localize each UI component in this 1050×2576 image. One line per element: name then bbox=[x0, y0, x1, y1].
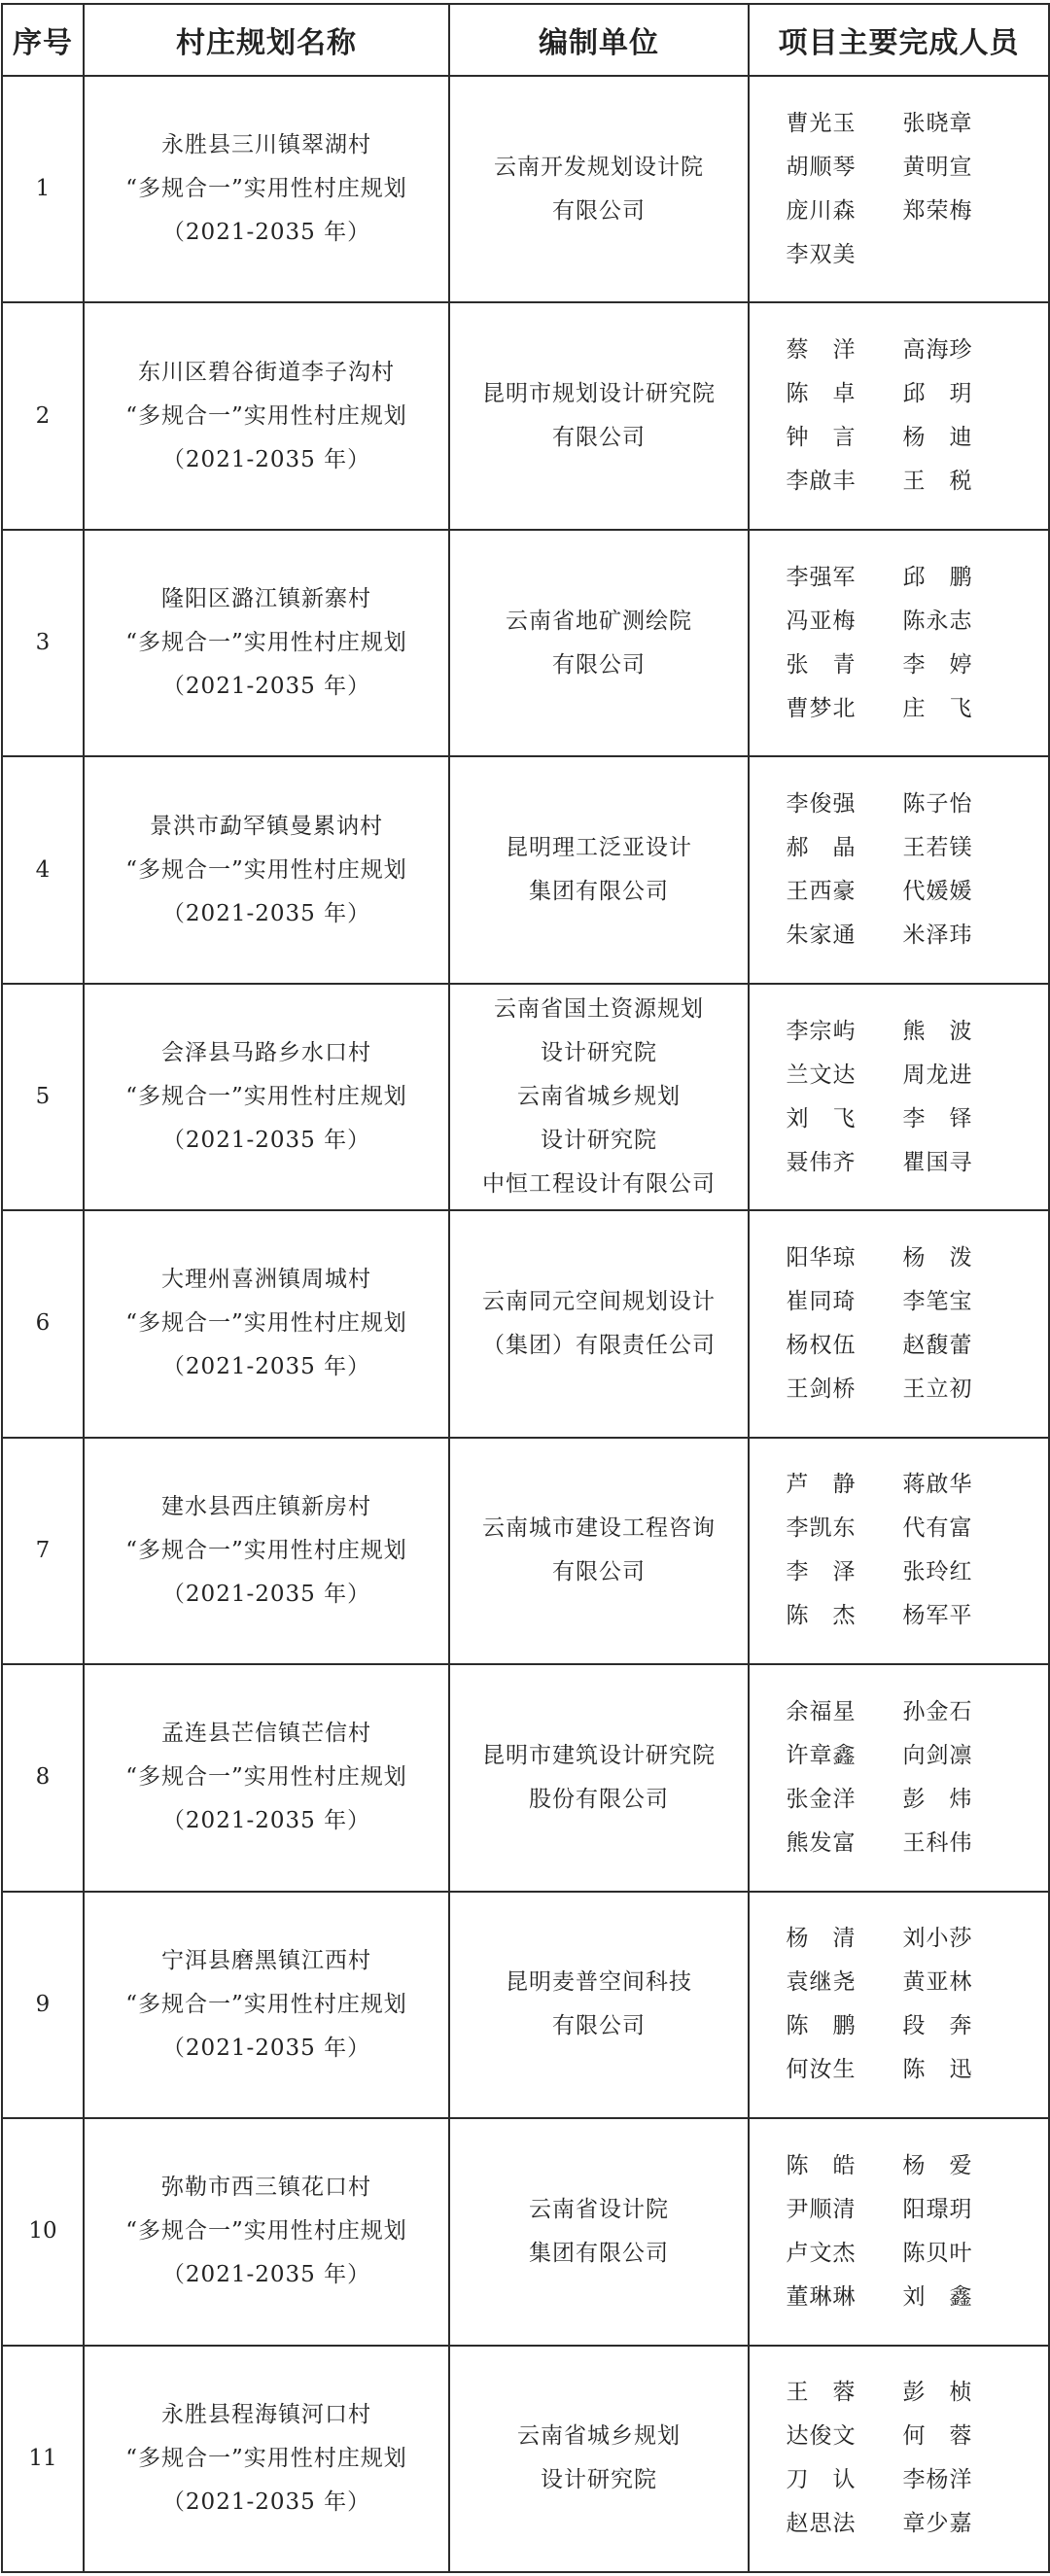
person-name: 王 税 bbox=[902, 469, 973, 495]
plan-name-cell bbox=[84, 76, 449, 302]
people-cell bbox=[749, 1664, 1049, 1891]
header-unit: 编制单位 bbox=[449, 4, 749, 76]
unit-line: 中恒工程设计有限公司 bbox=[482, 1171, 716, 1198]
person-name: 陈子怡 bbox=[902, 791, 973, 818]
plan-name-line: 弥勒市西三镇花口村 bbox=[161, 2175, 371, 2201]
person-name: 向剑凛 bbox=[902, 1742, 973, 1768]
plan-name-cell bbox=[84, 530, 449, 756]
person-name: 李凯东 bbox=[786, 1515, 857, 1542]
person-name: 陈 皓 bbox=[786, 2152, 857, 2178]
plan-name-line: （2021-2035 年） bbox=[161, 1128, 371, 1154]
table-row bbox=[2, 76, 1049, 302]
plan-name-line: “多规合一”实用性村庄规划 bbox=[125, 1310, 407, 1337]
plan-name-line: （2021-2035 年） bbox=[161, 1808, 371, 1834]
person-name: 庞川森 bbox=[786, 197, 857, 224]
plan-name-line: （2021-2035 年） bbox=[161, 900, 371, 926]
table-row bbox=[2, 2346, 1049, 2572]
people-cell bbox=[749, 2118, 1049, 2345]
plan-name-line: （2021-2035 年） bbox=[161, 446, 371, 472]
person-name: 王科伟 bbox=[902, 1829, 973, 1856]
plan-name-line: “多规合一”实用性村庄规划 bbox=[125, 1991, 407, 2017]
person-name: 朱家通 bbox=[786, 922, 857, 949]
person-name: 蒋啟华 bbox=[902, 1472, 973, 1498]
person-name: 杨权伍 bbox=[786, 1332, 857, 1358]
plan-name-line: 会泽县马路乡水口村 bbox=[161, 1040, 371, 1066]
person-name: 陈永志 bbox=[902, 608, 973, 634]
person-name: 刘小莎 bbox=[902, 1926, 973, 1952]
village-plan-table bbox=[1, 3, 1050, 2573]
person-name: 黄亚林 bbox=[902, 1969, 973, 1996]
unit-cell bbox=[449, 1664, 749, 1891]
person-name: 段 奔 bbox=[902, 2013, 973, 2039]
unit-line: 股份有限公司 bbox=[529, 1786, 669, 1812]
row-number: 2 bbox=[2, 302, 84, 529]
unit-cell bbox=[449, 756, 749, 983]
plan-name-line: （2021-2035 年） bbox=[161, 674, 371, 700]
person-name: 刀 认 bbox=[786, 2467, 857, 2493]
person-name: 黄明宣 bbox=[902, 154, 973, 180]
person-name: 瞿国寻 bbox=[902, 1149, 973, 1175]
person-name: 曹光玉 bbox=[786, 110, 857, 136]
unit-line: 云南同元空间规划设计 bbox=[482, 1288, 716, 1314]
person-name: 邱 玥 bbox=[902, 381, 973, 407]
unit-line: 云南省地矿测绘院 bbox=[506, 608, 692, 634]
unit-line: 昆明麦普空间科技 bbox=[506, 1969, 692, 1996]
plan-name-cell bbox=[84, 1210, 449, 1437]
unit-line: 昆明理工泛亚设计 bbox=[506, 835, 692, 861]
row-number: 6 bbox=[2, 1210, 84, 1437]
people-cell bbox=[749, 530, 1049, 756]
plan-name-line: “多规合一”实用性村庄规划 bbox=[125, 1084, 407, 1110]
person-name: 杨 清 bbox=[786, 1926, 857, 1952]
person-name: 郝 晶 bbox=[786, 835, 857, 861]
person-name: 李啟丰 bbox=[786, 469, 857, 495]
plan-name-line: 隆阳区潞江镇新寨村 bbox=[161, 586, 371, 612]
table-row bbox=[2, 756, 1049, 983]
person-name: 杨 爱 bbox=[902, 2152, 973, 2178]
people-list bbox=[787, 1917, 1012, 2092]
unit-line: 有限公司 bbox=[552, 1559, 646, 1585]
plan-name-cell bbox=[84, 984, 449, 1210]
table-row bbox=[2, 1438, 1049, 1664]
person-name: 陈 鹏 bbox=[786, 2013, 857, 2039]
unit-line: （集团）有限责任公司 bbox=[482, 1332, 716, 1358]
unit-line: 云南省设计院 bbox=[529, 2196, 669, 2222]
person-name: 邱 鹏 bbox=[902, 564, 973, 590]
plan-name-line: 永胜县程海镇河口村 bbox=[161, 2401, 371, 2427]
person-name: 张晓章 bbox=[902, 110, 973, 136]
person-name: 章少嘉 bbox=[902, 2511, 973, 2537]
plan-name-cell bbox=[84, 1892, 449, 2118]
person-name: 张玲红 bbox=[902, 1559, 973, 1585]
people-list bbox=[787, 1463, 1012, 1638]
person-name: 许章鑫 bbox=[786, 1742, 857, 1768]
person-name: 刘 鑫 bbox=[902, 2283, 973, 2310]
person-name: 米泽玮 bbox=[902, 922, 973, 949]
people-list bbox=[787, 1236, 1012, 1411]
unit-line: 集团有限公司 bbox=[529, 2240, 669, 2266]
person-name: 郑荣梅 bbox=[902, 197, 973, 224]
person-name: 代媛媛 bbox=[902, 879, 973, 905]
person-name: 钟 言 bbox=[786, 425, 857, 451]
person-name: 何汝生 bbox=[786, 2057, 857, 2083]
person-name: 庄 飞 bbox=[902, 695, 973, 721]
person-name: 熊 波 bbox=[902, 1018, 973, 1044]
plan-name-line: “多规合一”实用性村庄规划 bbox=[125, 856, 407, 883]
person-name: 董琳琳 bbox=[786, 2283, 857, 2310]
person-name: 王立初 bbox=[902, 1375, 973, 1402]
plan-name-line: “多规合一”实用性村庄规划 bbox=[125, 176, 407, 202]
person-name: 阳华琼 bbox=[786, 1244, 857, 1271]
plan-name-line: 建水县西庄镇新房村 bbox=[161, 1493, 371, 1519]
person-name: 余福星 bbox=[786, 1698, 857, 1724]
plan-name-line: 大理州喜洲镇周城村 bbox=[161, 1267, 371, 1293]
plan-name-line: 孟连县芒信镇芒信村 bbox=[161, 1721, 371, 1747]
person-name: 彭 炜 bbox=[902, 1786, 973, 1812]
person-name: 尹顺清 bbox=[786, 2196, 857, 2222]
person-name: 兰文达 bbox=[786, 1062, 857, 1088]
plan-name-line: “多规合一”实用性村庄规划 bbox=[125, 2218, 407, 2245]
row-number: 10 bbox=[2, 2118, 84, 2345]
person-name: 赵思法 bbox=[786, 2511, 857, 2537]
person-name: 王西豪 bbox=[786, 879, 857, 905]
row-number: 8 bbox=[2, 1664, 84, 1891]
people-list bbox=[787, 556, 1012, 731]
people-cell bbox=[749, 984, 1049, 1210]
table-row bbox=[2, 984, 1049, 1210]
person-name: 王 蓉 bbox=[786, 2380, 857, 2406]
unit-line: 云南省城乡规划 bbox=[517, 2423, 681, 2450]
plan-name-line: “多规合一”实用性村庄规划 bbox=[125, 630, 407, 656]
table-body bbox=[2, 76, 1049, 2572]
person-name: 胡顺琴 bbox=[786, 154, 857, 180]
people-cell bbox=[749, 1210, 1049, 1437]
unit-line: 云南城市建设工程咨询 bbox=[482, 1515, 716, 1542]
person-name: 何 蓉 bbox=[902, 2423, 973, 2450]
person-name: 高海珍 bbox=[902, 337, 973, 364]
unit-line: 设计研究院 bbox=[541, 1040, 657, 1066]
person-name: 李杨洋 bbox=[902, 2467, 973, 2493]
people-cell bbox=[749, 756, 1049, 983]
unit-cell bbox=[449, 76, 749, 302]
people-list bbox=[787, 783, 1012, 957]
table-row bbox=[2, 2118, 1049, 2345]
unit-line: 云南省城乡规划 bbox=[517, 1084, 681, 1110]
person-name: 陈 杰 bbox=[786, 1603, 857, 1629]
people-list bbox=[787, 329, 1012, 504]
unit-line: 有限公司 bbox=[552, 651, 646, 678]
table-row bbox=[2, 530, 1049, 756]
row-number: 4 bbox=[2, 756, 84, 983]
person-name: 陈 迅 bbox=[902, 2057, 973, 2083]
unit-line: 有限公司 bbox=[552, 425, 646, 451]
header-people: 项目主要完成人员 bbox=[749, 4, 1049, 76]
person-name: 王剑桥 bbox=[786, 1375, 857, 1402]
table-header-row bbox=[2, 4, 1049, 76]
people-cell bbox=[749, 2346, 1049, 2572]
table-row bbox=[2, 1892, 1049, 2118]
unit-line: 设计研究院 bbox=[541, 1128, 657, 1154]
person-name: 王若镁 bbox=[902, 835, 973, 861]
plan-name-cell bbox=[84, 1664, 449, 1891]
person-name: 李俊强 bbox=[786, 791, 857, 818]
person-name: 杨 迪 bbox=[902, 425, 973, 451]
plan-name-line: （2021-2035 年） bbox=[161, 1354, 371, 1380]
person-name: 曹梦北 bbox=[786, 695, 857, 721]
person-name: 达俊文 bbox=[786, 2423, 857, 2450]
plan-name-line: “多规合一”实用性村庄规划 bbox=[125, 402, 407, 429]
people-list bbox=[787, 1010, 1012, 1185]
unit-line: 昆明市建筑设计研究院 bbox=[482, 1742, 716, 1768]
person-name: 张金洋 bbox=[786, 1786, 857, 1812]
plan-name-line: （2021-2035 年） bbox=[161, 2262, 371, 2288]
unit-line: 昆明市规划设计研究院 bbox=[482, 381, 716, 407]
row-number: 9 bbox=[2, 1892, 84, 2118]
person-name: 孙金石 bbox=[902, 1698, 973, 1724]
plan-name-cell bbox=[84, 302, 449, 529]
person-name: 陈 卓 bbox=[786, 381, 857, 407]
plan-name-cell bbox=[84, 2346, 449, 2572]
unit-cell bbox=[449, 530, 749, 756]
person-name: 彭 桢 bbox=[902, 2380, 973, 2406]
person-name: 聂伟齐 bbox=[786, 1149, 857, 1175]
person-name: 熊发富 bbox=[786, 1829, 857, 1856]
row-number: 7 bbox=[2, 1438, 84, 1664]
plan-name-line: （2021-2035 年） bbox=[161, 2489, 371, 2515]
plan-name-line: 宁洱县磨黑镇江西村 bbox=[161, 1947, 371, 1973]
person-name: 李笔宝 bbox=[902, 1288, 973, 1314]
person-name: 阳璟玥 bbox=[902, 2196, 973, 2222]
person-name: 赵馥蕾 bbox=[902, 1332, 973, 1358]
table-row bbox=[2, 1664, 1049, 1891]
row-number: 3 bbox=[2, 530, 84, 756]
unit-cell bbox=[449, 2118, 749, 2345]
person-name: 冯亚梅 bbox=[786, 608, 857, 634]
unit-cell bbox=[449, 302, 749, 529]
person-name: 崔同琦 bbox=[786, 1288, 857, 1314]
person-name: 杨军平 bbox=[902, 1603, 973, 1629]
person-name: 杨 泼 bbox=[902, 1244, 973, 1271]
plan-name-line: 东川区碧谷街道李子沟村 bbox=[138, 359, 395, 385]
people-list bbox=[787, 2371, 1012, 2546]
plan-name-cell bbox=[84, 2118, 449, 2345]
table-row bbox=[2, 302, 1049, 529]
people-cell bbox=[749, 1438, 1049, 1664]
person-name: 芦 静 bbox=[786, 1472, 857, 1498]
person-name: 刘 飞 bbox=[786, 1105, 857, 1131]
person-name: 陈贝叶 bbox=[902, 2240, 973, 2266]
people-list bbox=[787, 2144, 1012, 2319]
plan-name-line: “多规合一”实用性村庄规划 bbox=[125, 1537, 407, 1563]
person-name: 李 婷 bbox=[902, 651, 973, 678]
people-list bbox=[787, 1690, 1012, 1865]
plan-name-line: （2021-2035 年） bbox=[161, 1581, 371, 1607]
plan-name-cell bbox=[84, 1438, 449, 1664]
header-no: 序号 bbox=[2, 4, 84, 76]
unit-line: 设计研究院 bbox=[541, 2467, 657, 2493]
person-name: 蔡 洋 bbox=[786, 337, 857, 364]
people-cell bbox=[749, 76, 1049, 302]
unit-cell bbox=[449, 1438, 749, 1664]
plan-name-line: 景洪市勐罕镇曼累讷村 bbox=[150, 813, 383, 839]
plan-name-line: “多规合一”实用性村庄规划 bbox=[125, 2445, 407, 2471]
row-number: 1 bbox=[2, 76, 84, 302]
person-name: 袁继尧 bbox=[786, 1969, 857, 1996]
plan-name-line: 永胜县三川镇翠湖村 bbox=[161, 132, 371, 158]
person-name: 李强军 bbox=[786, 564, 857, 590]
plan-name-line: “多规合一”实用性村庄规划 bbox=[125, 1764, 407, 1791]
unit-cell bbox=[449, 984, 749, 1210]
table-row bbox=[2, 1210, 1049, 1437]
unit-line: 集团有限公司 bbox=[529, 879, 669, 905]
person-name: 张 青 bbox=[786, 651, 857, 678]
person-name: 代有富 bbox=[902, 1515, 973, 1542]
person-name: 卢文杰 bbox=[786, 2240, 857, 2266]
person-name: 周龙进 bbox=[902, 1062, 973, 1088]
person-name bbox=[903, 233, 1012, 277]
unit-cell bbox=[449, 1210, 749, 1437]
person-name: 李宗屿 bbox=[786, 1018, 857, 1044]
plan-name-cell bbox=[84, 756, 449, 983]
unit-line: 云南开发规划设计院 bbox=[494, 154, 704, 180]
person-name: 李双美 bbox=[786, 241, 857, 267]
plan-name-line: （2021-2035 年） bbox=[161, 2035, 371, 2061]
row-number: 11 bbox=[2, 2346, 84, 2572]
unit-line: 有限公司 bbox=[552, 197, 646, 224]
plan-name-line: （2021-2035 年） bbox=[161, 220, 371, 246]
unit-line: 有限公司 bbox=[552, 2013, 646, 2039]
person-name: 李 泽 bbox=[786, 1559, 857, 1585]
people-list bbox=[787, 102, 1012, 277]
row-number: 5 bbox=[2, 984, 84, 1210]
header-plan-name: 村庄规划名称 bbox=[84, 4, 449, 76]
unit-cell bbox=[449, 2346, 749, 2572]
unit-cell bbox=[449, 1892, 749, 2118]
person-name: 李 铎 bbox=[902, 1105, 973, 1131]
unit-line: 云南省国土资源规划 bbox=[494, 996, 704, 1023]
people-cell bbox=[749, 1892, 1049, 2118]
people-cell bbox=[749, 302, 1049, 529]
